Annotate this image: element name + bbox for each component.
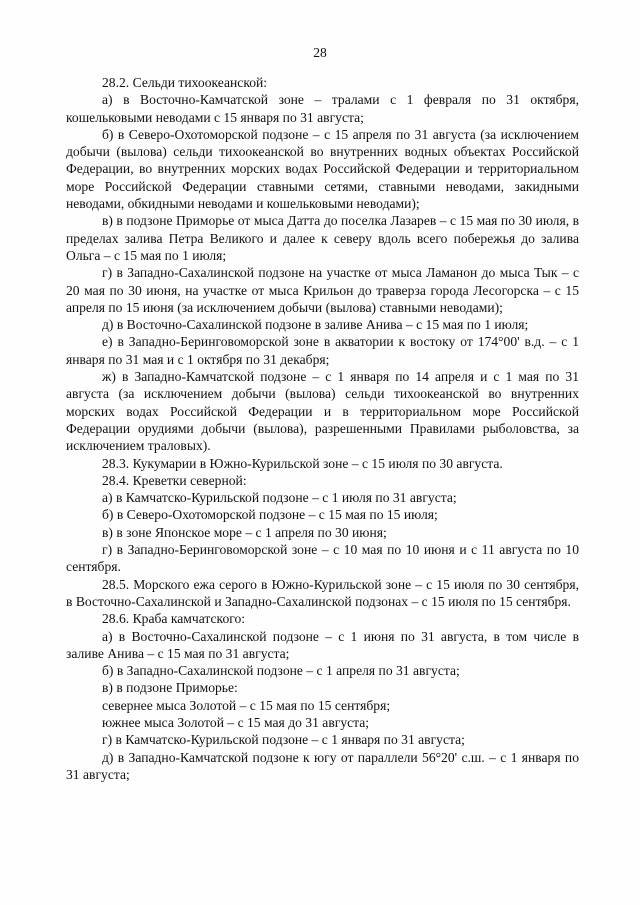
paragraph: севернее мыса Золотой – с 15 мая по 15 сентября; xyxy=(102,697,391,713)
paragraph: д) в Восточно-Сахалинской подзоне в заливе Анива – с 15 мая по 1 июля; xyxy=(102,317,529,333)
paragraph: г) в Западно-Сахалинской подзоне на участке от мыса Ламанон до мыса Тык – с 20 мая по 30 июня, на участке от мыса Крильон до траверза города Лесогорска – с 15 апреля по 15 июня (за исключением добычи (вылова) ставными неводами); xyxy=(66,265,579,315)
paragraph: а) в Восточно-Камчатской зоне – тралами с 1 февраля по 31 октября, кошельковыми неводами с 15 января по 31 августа; xyxy=(66,92,579,125)
paragraph: г) в Западно-Беринговоморской зоне – с 10 мая по 10 июня и с 11 августа по 10 сентября. xyxy=(66,542,579,575)
paragraph: 28.3. Кукумарии в Южно-Курильской зоне – с 15 июля по 30 августа. xyxy=(102,455,503,471)
paragraph: в) в подзоне Приморье: xyxy=(102,680,238,696)
document-body xyxy=(66,74,579,783)
paragraph: 28.4. Креветки северной: xyxy=(102,472,247,488)
paragraph: б) в Северо-Охотоморской подзоне – с 15 апреля по 31 августа (за исключением добычи (вылова) сельди тихоокеанской во внутренних водных объектах Российской Федерации, во внутренних морских водах Российской Федерации и территориальном море Российской Федерации ставными сетями, ставными неводами, закидными неводами, обкидными неводами и кошельковыми неводами); xyxy=(66,126,579,212)
paragraph: 28.5. Морского ежа серого в Южно-Курильской зоне – с 15 июля по 30 сентября, в Восточно-Сахалинской и Западно-Сахалинской подзонах – с 15 июля по 15 сентября. xyxy=(66,576,579,609)
paragraph: 28.2. Сельди тихоокеанской: xyxy=(102,75,268,90)
paragraph: г) в Камчатско-Курильской подзоне – с 1 января по 31 августа; xyxy=(102,732,465,748)
paragraph: б) в Западно-Сахалинской подзоне – с 1 апреля по 31 августа; xyxy=(102,663,460,679)
paragraph: е) в Западно-Беринговоморской зоне в акватории к востоку от 174°00' в.д. – с 1 января по 31 мая и с 1 октября по 31 декабря; xyxy=(66,334,579,367)
paragraph: а) в Восточно-Сахалинской подзоне – с 1 июня по 31 августа, в том числе в заливе Анива – с 15 мая по 31 августа; xyxy=(66,628,579,661)
paragraph: в) в подзоне Приморье от мыса Датта до поселка Лазарев – с 15 мая по 30 июля, в пределах залива Петра Великого и далее к северу вдоль всего побережья до залива Ольга – с 15 мая по 1 июля; xyxy=(66,213,579,263)
paragraph: южнее мыса Золотой – с 15 мая до 31 августа; xyxy=(102,714,370,730)
paragraph: 28.6. Краба камчатского: xyxy=(102,611,246,627)
paragraph: д) в Западно-Камчатской подзоне к югу от параллели 56°20' с.ш. – с 1 января по 31 августа; xyxy=(66,749,579,782)
paragraph: а) в Камчатско-Курильской подзоне – с 1 июля по 31 августа; xyxy=(102,490,457,506)
paragraph: ж) в Западно-Камчатской подзоне – с 1 января по 14 апреля и с 1 мая по 31 августа (за исключением добычи (вылова) сельди тихоокеанской во внутренних морских водах Российской Федерации и в территориальном море Российской Федерации орудиями добычи (вылова), разрешенными Правилами рыболовства, за исключением траловых). xyxy=(66,369,579,454)
paragraph: б) в Северо-Охотоморской подзоне – с 15 мая по 15 июля; xyxy=(102,507,438,523)
page-number: 28 xyxy=(313,45,327,60)
paragraph: в) в зоне Японское море – с 1 апреля по 30 июня; xyxy=(102,524,387,540)
